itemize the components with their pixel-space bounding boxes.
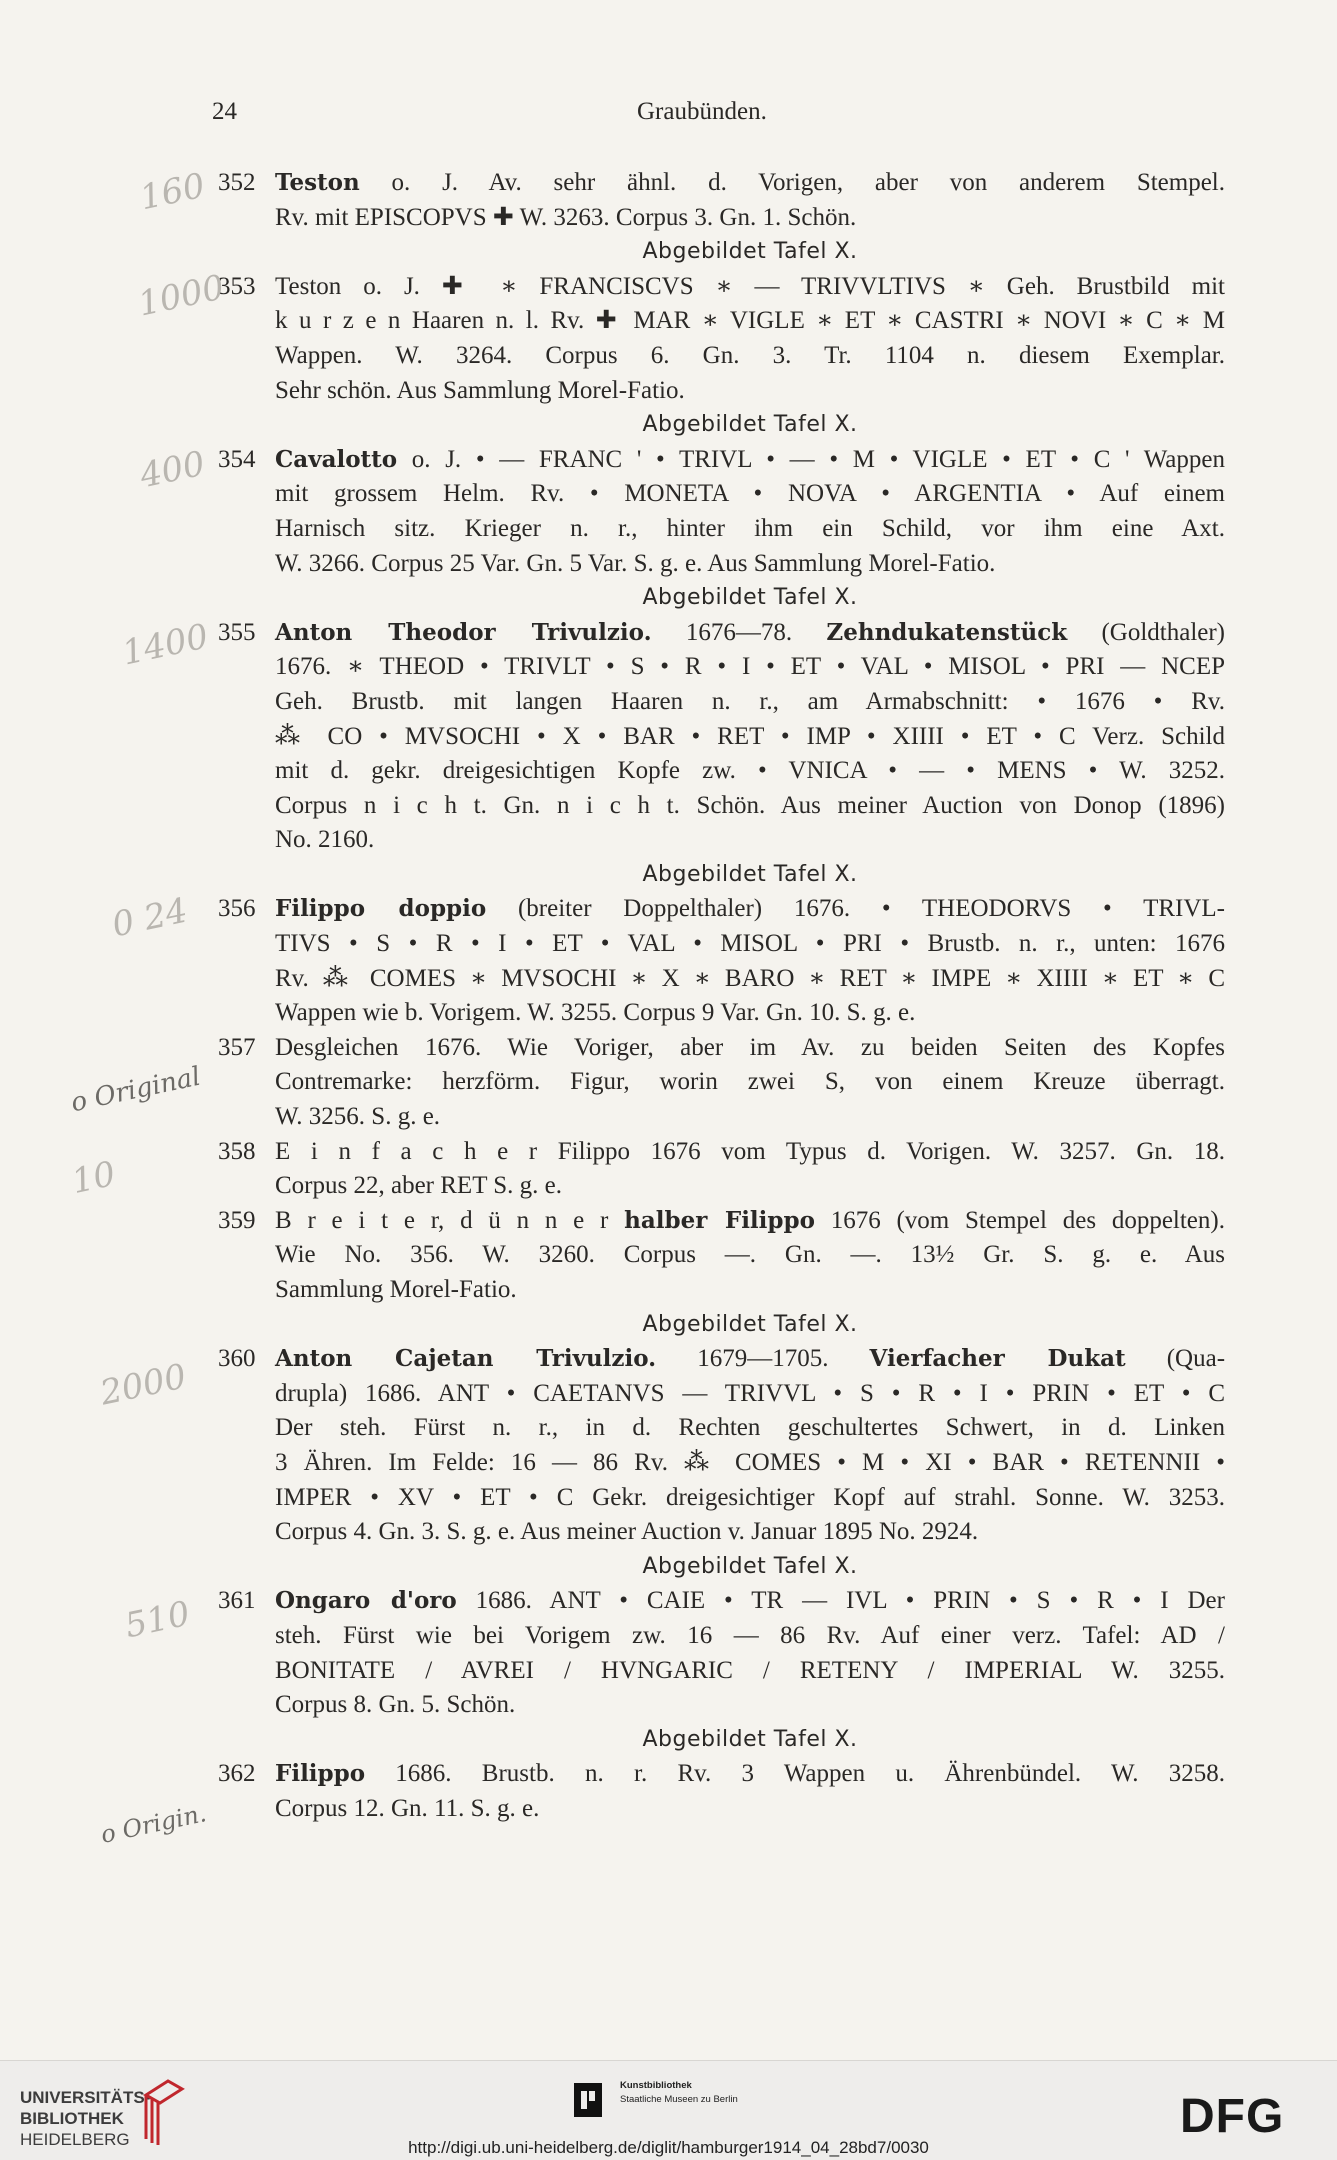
kunstbibliothek-label: [620, 2079, 738, 2107]
entry-text-line: k u r z e n Haaren n. l. Rv. ✚ MAR ∗ VIGLE ∗ ET ∗ CASTRI ∗ NOVI ∗ C ∗ M: [275, 307, 1225, 335]
entry-number: 357: [218, 1033, 256, 1061]
bold-heading: Anton Cajetan Trivulzio.: [275, 1345, 657, 1373]
bold-heading: Cavalotto: [275, 445, 398, 473]
bold-heading: Vierfacher Dukat: [869, 1345, 1126, 1373]
entry-text-line: Rv. mit EPISCOPVS ✚ W. 3263. Corpus 3. Gn. 1. Schön.: [275, 203, 857, 231]
entry-text-line: E i n f a c h e r Filippo 1676 vom Typus d. Vorigen. W. 3257. Gn. 18.: [275, 1137, 1225, 1165]
ub-heidelberg-logo-icon: [138, 2075, 188, 2147]
pencil-annotation: o Original: [68, 1061, 204, 1119]
bold-heading: Filippo: [275, 1760, 366, 1788]
entry-text-line: mit grossem Helm. Rv. • MONETA • NOVA • ARGENTIA • Auf einem: [275, 480, 1225, 508]
bold-heading: Teston: [275, 169, 360, 196]
catalogue-entries: [0, 166, 1337, 1827]
bold-heading: Zehndukatenstück: [826, 618, 1068, 646]
entry-text-line: W. 3256. S. g. e.: [275, 1103, 441, 1131]
source-url[interactable]: http://digi.ub.uni-heidelberg.de/diglit/hamburger1914_04_28bd7/0030: [408, 2138, 929, 2157]
pencil-annotation: 0 24: [108, 890, 192, 946]
entry-number: 352: [218, 169, 256, 196]
entry-number: 360: [218, 1345, 256, 1373]
plate-reference: Abgebildet Tafel X.: [642, 585, 858, 611]
entry-text-line: Anton Cajetan Trivulzio. 1679—1705. Vierfacher Dukat (Qua-: [275, 1345, 1226, 1373]
library-name-line2: BIBLIOTHEK: [20, 2109, 124, 2128]
plate-reference: Abgebildet Tafel X.: [642, 1553, 858, 1579]
entry-text-line: Desgleichen 1676. Wie Voriger, aber im Av. zu beiden Seiten des Kopfes: [275, 1033, 1225, 1061]
entry-text-line: Corpus 22, aber RET S. g. e.: [275, 1172, 563, 1200]
entry-text-line: Harnisch sitz. Krieger n. r., hinter ihm ein Schild, vor ihm eine Axt.: [275, 514, 1225, 542]
entry-text-line: Corpus 12. Gn. 11. S. g. e.: [275, 1794, 540, 1822]
plate-reference: Abgebildet Tafel X.: [642, 412, 858, 438]
entry-number: 358: [218, 1137, 256, 1165]
plate-reference: Abgebildet Tafel X.: [642, 1311, 858, 1337]
pencil-annotation: o Origin.: [98, 1799, 209, 1849]
entry-text-line: 3 Ähren. Im Felde: 16 — 86 Rv. ⁂ COMES • M • XI • BAR • RETENNII •: [275, 1448, 1225, 1476]
entry-text-line: Wappen wie b. Vorigem. W. 3255. Corpus 9 Var. Gn. 10. S. g. e.: [275, 999, 916, 1027]
catalogue-entry: [0, 1342, 1337, 1584]
entry-text-line: Corpus 8. Gn. 5. Schön.: [275, 1691, 516, 1719]
entry-number: 362: [218, 1760, 256, 1788]
entry-text-line: Corpus n i c h t. Gn. n i c h t. Schön. Aus meiner Auction von Donop (1896): [275, 791, 1225, 819]
entry-text-line: Cavalotto o. J. • — FRANC ' • TRIVL • — • M • VIGLE • ET • C ' Wappen: [275, 445, 1225, 473]
entry-text-line: 1676. ∗ THEOD • TRIVLT • S • R • I • ET • VAL • MISOL • PRI — NCEP: [275, 653, 1225, 681]
page-header: [212, 98, 1222, 138]
kb-title: Kunstbibliothek: [620, 2080, 692, 2091]
pencil-annotation: 1400: [118, 616, 212, 674]
pencil-annotation: 400: [136, 443, 209, 497]
entry-number: 354: [218, 445, 256, 473]
entry-number: 356: [218, 895, 256, 923]
entry-text-line: Anton Theodor Trivulzio. 1676—78. Zehndukatenstück (Goldthaler): [275, 618, 1226, 646]
entry-text-line: Sehr schön. Aus Sammlung Morel-Fatio.: [275, 376, 685, 404]
entry-text-line: Der steh. Fürst n. r., in d. Rechten geschultertes Schwert, in d. Linken: [275, 1414, 1225, 1442]
entry-text-line: Contremarke: herzförm. Figur, worin zwei S, von einem Kreuze überragt.: [275, 1068, 1225, 1096]
entry-number: 353: [218, 272, 256, 300]
plate-reference: Abgebildet Tafel X.: [642, 861, 858, 887]
entry-text-line: Ongaro d'oro 1686. ANT • CAIE • TR — IVL • PRIN • S • R • I Der: [275, 1587, 1225, 1615]
entry-number: 359: [218, 1206, 256, 1234]
pencil-annotation: 10: [68, 1153, 119, 1203]
entry-text-line: B r e i t e r, d ü n n e r halber Filippo 1676 (vom Stempel des doppelten).: [275, 1206, 1225, 1234]
entry-text-line: Sammlung Morel-Fatio.: [275, 1276, 517, 1303]
entry-text-line: mit d. gekr. dreigesichtigen Kopfe zw. • VNICA • — • MENS • W. 3252.: [275, 757, 1225, 785]
plate-reference: Abgebildet Tafel X.: [642, 1726, 858, 1752]
pencil-annotation: 1000: [134, 267, 228, 325]
kunstbibliothek-logo-icon: [572, 2081, 604, 2119]
catalogue-entry: [0, 892, 1337, 1030]
entry-text-line: Wappen. W. 3264. Corpus 6. Gn. 3. Tr. 1104 n. diesem Exemplar.: [275, 341, 1225, 369]
library-name-line1: UNIVERSITÄTS-: [20, 2088, 151, 2107]
entry-text-line: ⁂ CO • MVSOCHI • X • BAR • RET • IMP • XIIII • ET • C Verz. Schild: [275, 722, 1225, 750]
library-name-line3: HEIDELBERG: [20, 2130, 130, 2149]
entry-text-line: Filippo doppio (breiter Doppelthaler) 1676. • THEODORVS • TRIVL-: [275, 895, 1225, 923]
entry-text-line: Corpus 4. Gn. 3. S. g. e. Aus meiner Auction v. Januar 1895 No. 2924.: [275, 1518, 979, 1546]
entry-text-line: Wie No. 356. W. 3260. Corpus —. Gn. —. 13½ Gr. S. g. e. Aus: [275, 1241, 1225, 1269]
catalogue-entry: [0, 1204, 1337, 1342]
pencil-annotation: 2000: [96, 1356, 190, 1414]
bold-heading: Ongaro d'oro: [275, 1587, 457, 1615]
entry-text-line: Teston o. J. ✚ ∗ FRANCISCVS ∗ — TRIVVLTIVS ∗ Geh. Brustbild mit: [275, 272, 1225, 300]
entry-text-line: drupla) 1686. ANT • CAETANVS — TRIVVL • S • R • I • PRIN • ET • C: [275, 1379, 1225, 1407]
entry-number: 355: [218, 618, 256, 646]
catalogue-entry: [0, 1584, 1337, 1757]
entry-text-line: Rv. ⁂ COMES ∗ MVSOCHI ∗ X ∗ BARO ∗ RET ∗ IMPE ∗ XIIII ∗ ET ∗ C: [275, 964, 1225, 992]
entry-text-line: IMPER • XV • ET • C Gekr. dreigesichtiger Kopf auf strahl. Sonne. W. 3253.: [275, 1483, 1225, 1511]
entry-text-line: steh. Fürst wie bei Vorigem zw. 16 — 86 Rv. Auf einer verz. Tafel: AD /: [275, 1621, 1225, 1649]
pencil-annotation: 160: [136, 165, 209, 219]
entry-number: 361: [218, 1587, 256, 1615]
kb-subtitle: Staatliche Museen zu Berlin: [620, 2094, 738, 2105]
entry-text-line: Geh. Brustb. mit langen Haaren n. r., am Armabschnitt: • 1676 • Rv.: [275, 687, 1225, 715]
bold-heading: Anton Theodor Trivulzio.: [275, 618, 652, 646]
dfg-logo: DFG: [1180, 2090, 1285, 2143]
entry-text-line: BONITATE / AVREI / HVNGARIC / RETENY / IMPERIAL W. 3255.: [275, 1656, 1225, 1684]
entry-text-line: No. 2160.: [275, 826, 375, 854]
page-number: 24: [212, 98, 237, 125]
entry-text-line: W. 3266. Corpus 25 Var. Gn. 5 Var. S. g. e. Aus Sammlung Morel-Fatio.: [275, 549, 996, 577]
footer-bar: [0, 2060, 1337, 2160]
entry-text-line: TIVS • S • R • I • ET • VAL • MISOL • PRI • Brustb. n. r., unten: 1676: [275, 930, 1225, 958]
entry-text-line: Filippo 1686. Brustb. n. r. Rv. 3 Wappen u. Ährenbündel. W. 3258.: [275, 1760, 1225, 1788]
bold-heading: halber Filippo: [624, 1206, 815, 1234]
plate-reference: Abgebildet Tafel X.: [642, 239, 858, 265]
entry-text-line: Teston o. J. Av. sehr ähnl. d. Vorigen, aber von anderem Stempel.: [275, 169, 1225, 196]
pencil-annotation: 510: [121, 1593, 194, 1647]
catalogue-entry: [0, 1135, 1337, 1204]
running-head: Graubünden.: [637, 98, 767, 125]
bold-heading: Filippo doppio: [275, 895, 487, 923]
